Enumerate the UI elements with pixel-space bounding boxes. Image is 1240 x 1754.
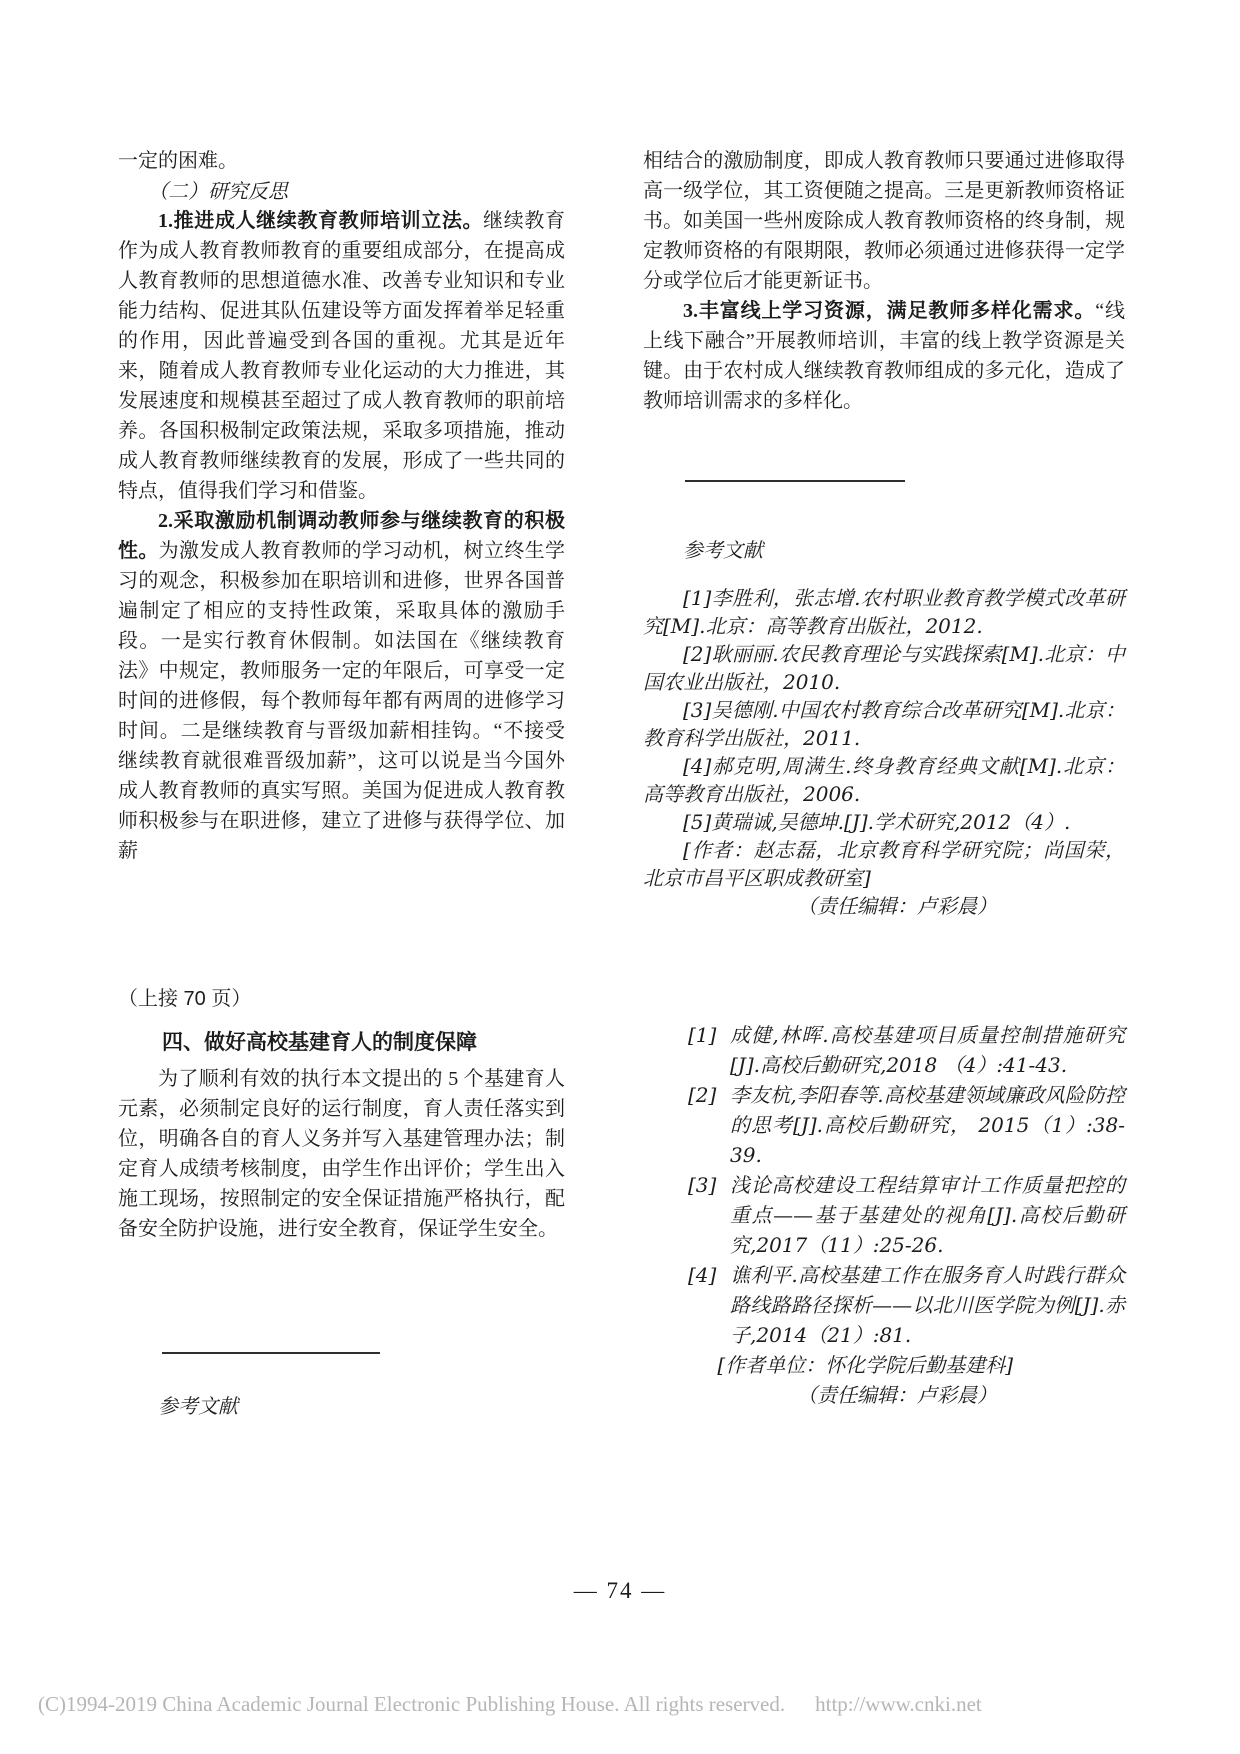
reference-item: [5]黄瑞诚,吴德坤.[J].学术研究,2012（4）. bbox=[683, 810, 1071, 834]
reference-marker: [1] bbox=[688, 1023, 717, 1047]
paragraph-2-lead: 2.采取激励机制调动教师参与继续教育的积极性。 bbox=[118, 510, 565, 562]
article1-left-column bbox=[118, 146, 565, 866]
reference-item: [2]耿丽丽.农民教育理论与实践探索[M].北京：中国农业出版社，2010. bbox=[643, 642, 1125, 694]
paragraph-1 bbox=[118, 206, 565, 506]
section-heading: 四、做好高校基建育人的制度保障 bbox=[162, 1031, 477, 1054]
references-title: 参考文献 bbox=[158, 1394, 238, 1418]
paragraph: 为了顺利有效的执行本文提出的 5 个基建育人元素，必须制定良好的运行制度，育人责任落实到位，明确各自的育人义务并写入基建管理办法；制定育人成绩考核制度，由学生作出评价；学生出入施工现场，按照制定的安全保证措施严格执行，配备安全防护设施，进行安全教育，保证学生安全。 bbox=[118, 1068, 565, 1240]
paragraph-1-body: 继续教育作为成人教育教师教育的重要组成部分，在提高成人教育教师的思想道德水准、改善专业知识和专业能力结构、促进其队伍建设等方面发挥着举足轻重的作用，因此普遍受到各国的重视。尤其是近年来，随着成人教育教师专业化运动的大力推进，其发展速度和规模甚至超过了成人教育教师的职前培养。各国积极制定政策法规，采取多项措施，推动成人教育教师继续教育的发展，形成了一些共同的特点，值得我们学习和借鉴。 bbox=[118, 210, 566, 502]
reference-marker: [2] bbox=[688, 1083, 717, 1107]
paragraph-3-body: “线上线下融合”开展教师培训，丰富的线上教学资源是关键。由于农村成人继续教育教师组成的多元化，造成了教师培训需求的多样化。 bbox=[643, 300, 1125, 412]
authors-note: [作者单位：怀化学院后勤基建科] bbox=[717, 1353, 1013, 1377]
paragraph-continuation: 一定的困难。 bbox=[118, 150, 238, 172]
reference-item: [3]吴德刚.中国农村教育综合改革研究[M].北京：教育科学出版社，2011. bbox=[643, 698, 1125, 750]
article1-right-column bbox=[643, 146, 1125, 416]
footer-url: http://www.cnki.net bbox=[815, 1692, 982, 1716]
page-number: — 74 — bbox=[573, 1578, 667, 1603]
article2-references bbox=[688, 1020, 1125, 1410]
paragraph-2-continued: 相结合的激励制度，即成人教育教师只要通过进修取得高一级学位，其工资便随之提高。三是更新教师资格证书。如美国一些州废除成人教育教师资格的终身制，规定教师资格的有限期限，教师必须通过进修获得一定学分或学位后才能更新证书。 bbox=[643, 150, 1125, 292]
authors-note: [作者：赵志磊，北京教育科学研究院；尚国荣，北京市昌平区职成教研室] bbox=[643, 838, 1125, 890]
continued-from-note: （上接 70 页） bbox=[118, 988, 252, 1010]
reference-text: 李友杭,李阳春等.高校基建领域廉政风险防控的思考[J].高校后勤研究， 2015（1）:38-39. bbox=[730, 1083, 1125, 1167]
reference-item bbox=[688, 1170, 1125, 1260]
paragraph-2 bbox=[118, 506, 565, 866]
reference-marker: [3] bbox=[688, 1173, 717, 1197]
reference-item bbox=[688, 1260, 1125, 1350]
article1-references bbox=[643, 516, 1125, 920]
reference-text: 成健,林晖.高校基建项目质量控制措施研究[J].高校后勤研究,2018 （4）:41-43. bbox=[730, 1023, 1125, 1077]
references-title: 参考文献 bbox=[683, 538, 763, 562]
reference-item: [1]李胜利，张志增.农村职业教育教学模式改革研究[M].北京：高等教育出版社，2012. bbox=[643, 586, 1125, 638]
paragraph-3-lead: 3.丰富线上学习资源，满足教师多样化需求。 bbox=[683, 300, 1096, 322]
reference-item bbox=[688, 1020, 1125, 1080]
footer-copyright: (C)1994-2019 China Academic Journal Electronic Publishing House. All rights reserved. bbox=[38, 1692, 786, 1716]
reference-text: 谯利平.高校基建工作在服务育人时践行群众路线路路径探析——以北川医学院为例[J].赤子,2014（21）:81. bbox=[730, 1263, 1125, 1347]
reference-item: [4]郝克明,周满生.终身教育经典文献[M].北京：高等教育出版社，2006. bbox=[643, 754, 1125, 806]
references-divider-rule bbox=[162, 1352, 380, 1354]
reference-text: 浅论高校建设工程结算审计工作质量把控的重点——基于基建处的视角[J].高校后勤研究,2017（11）:25-26. bbox=[730, 1173, 1125, 1257]
footer bbox=[38, 1692, 1198, 1717]
editor-note: （责任编辑：卢彩晨） bbox=[797, 894, 997, 918]
paragraph-3 bbox=[643, 296, 1125, 416]
paragraph-2-body: 为激发成人教育教师的学习动机，树立终生学习的观念，积极参加在职培训和进修，世界各国普遍制定了相应的支持性政策，采取具体的激励手段。一是实行教育休假制。如法国在《继续教育法》中规定，教师服务一定的年限后，可享受一定时间的进修假，每个教师每年都有两周的进修学习时间。二是继续教育与晋级加薪相挂钩。“不接受继续教育就很难晋级加薪”，这可以说是当今国外成人教育教师的真实写照。美国为促进成人教育教师积极参与在职进修，建立了进修与获得学位、加薪 bbox=[118, 540, 566, 862]
subsection-heading: （二）研究反思 bbox=[148, 179, 288, 203]
article2-left-column bbox=[118, 1064, 565, 1244]
editor-note: （责任编辑：卢彩晨） bbox=[797, 1383, 997, 1407]
reference-item bbox=[688, 1080, 1125, 1170]
reference-marker: [4] bbox=[688, 1263, 717, 1287]
paragraph-1-lead: 1.推进成人继续教育教师培训立法。 bbox=[158, 210, 484, 232]
references-divider-rule bbox=[685, 480, 905, 482]
